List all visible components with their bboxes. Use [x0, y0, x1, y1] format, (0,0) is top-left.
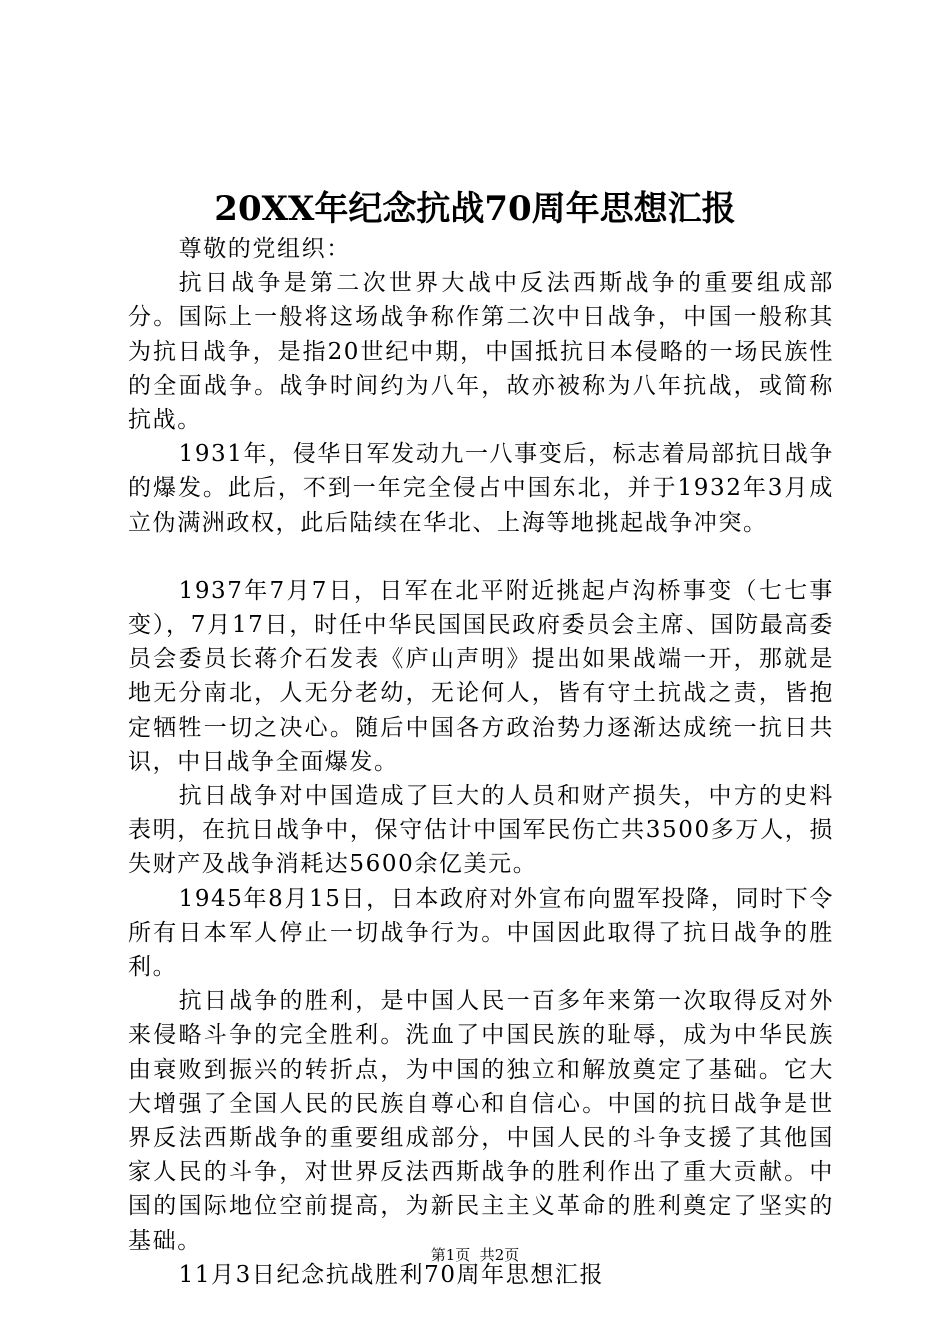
paragraph-1: 抗日战争是第二次世界大战中反法西斯战争的重要组成部分。国际上一般将这场战争称作第二次中日战争，中国一般称其为抗日战争，是指20世纪中期，中国抵抗日本侵略的一场民族性的全面战争。战争时间约为八年，故亦被称为八年抗战，或简称抗战。 — [128, 270, 834, 434]
paragraph-5: 1945年8月15日，日本政府对外宣布向盟军投降，同时下令所有日本军人停止一切战争行为。中国因此取得了抗日战争的胜利。 — [128, 885, 834, 981]
salutation: 尊敬的党组织： — [178, 236, 351, 262]
page-footer — [0, 1245, 950, 1265]
paragraph-4: 抗日战争对中国造成了巨大的人员和财产损失，中方的史料表明，在抗日战争中，保守估计中国军民伤亡共3500多万人，损失财产及战争消耗达5600余亿美元。 — [128, 783, 834, 878]
paragraph-7: 11月3日纪念抗战胜利70周年思想汇报 — [178, 1261, 605, 1288]
paragraph-2: 1931年，侵华日军发动九一八事变后，标志着局部抗日战争的爆发。此后，不到一年完全侵占中国东北，并于1932年3月成立伪满洲政权，此后陆续在华北、上海等地挑起战争冲突。 — [128, 441, 834, 536]
paragraph-6: 抗日战争的胜利，是中国人民一百多年来第一次取得反对外来侵略斗争的完全胜利。洗血了中国民族的耻辱，成为中华民族由衰败到振兴的转折点，为中国的独立和解放奠定了基础。它大大增强了全国人民的民族自尊心和自信心。中国的抗日战争是世界反法西斯战争的重要组成部分，中国人民的斗争支援了其他国家人民的斗争，对世界反法西斯战争的胜利作出了重大贡献。中国的国际地位空前提高，为新民主主义革命的胜利奠定了坚实的基础。 — [128, 988, 834, 1254]
document-body — [128, 232, 834, 1292]
page-number-label: 第1页 共2页 — [430, 1246, 520, 1264]
document-title: 20XX年纪念抗战70周年思想汇报 — [214, 189, 736, 229]
paragraph-3: 1937年7月7日，日军在北平附近挑起卢沟桥事变（七七事变），7月17日，时任中华民国国民政府委员会主席、国防最高委员会委员长蒋介石发表《庐山声明》提出如果战端一开，那就是地无分南北，人无分老幼，无论何人，皆有守土抗战之责，皆抱定牺牲一切之决心。随后中国各方政治势力逐渐达成统一抗日共识，中日战争全面爆发。 — [128, 577, 834, 775]
